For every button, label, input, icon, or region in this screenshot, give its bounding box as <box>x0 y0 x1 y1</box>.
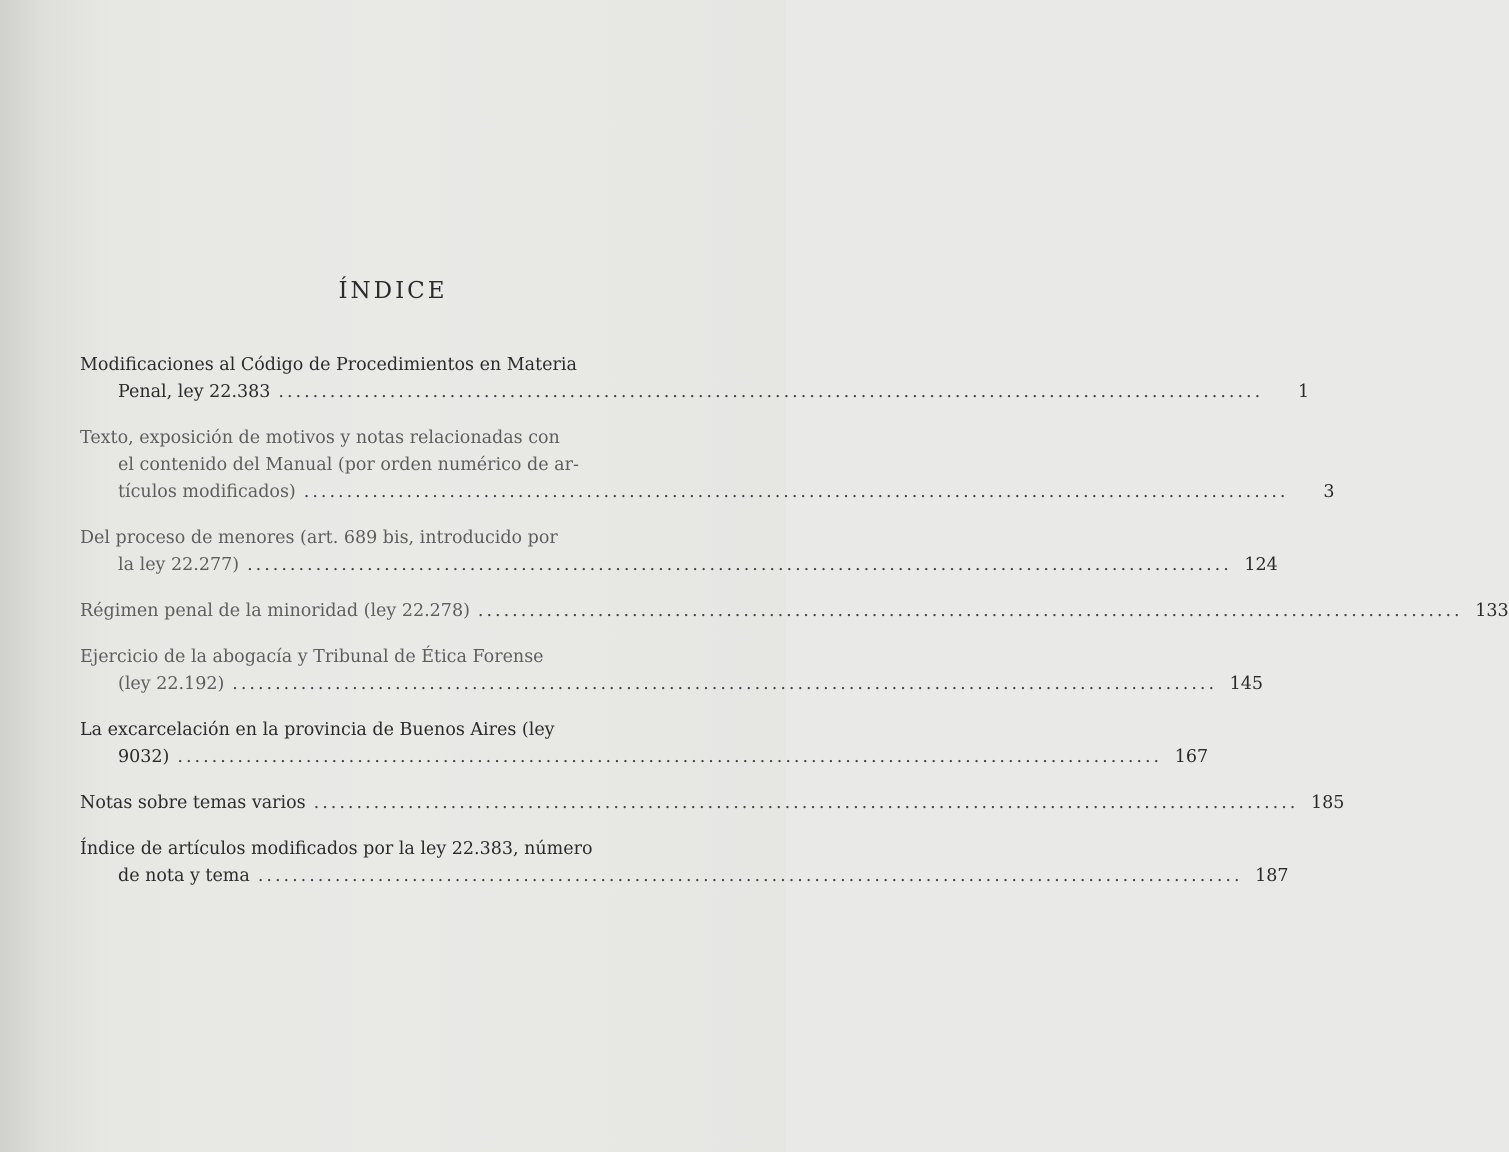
toc-page-number: 1 <box>1298 382 1310 402</box>
toc-entry-line <box>80 425 664 452</box>
dot-leader: ................................................................................................................... <box>313 793 1299 813</box>
dot-leader: ................................................................................................................... <box>257 866 1243 886</box>
toc-entry <box>80 790 1345 817</box>
dot-leader: ................................................................................................................... <box>232 674 1218 694</box>
toc-page-number: 167 <box>1174 747 1209 767</box>
toc-entry <box>80 525 1278 579</box>
toc-page-number: 187 <box>1255 866 1289 886</box>
toc-entry <box>80 717 1209 771</box>
toc-entry <box>80 644 1264 698</box>
toc-entry <box>80 352 1310 406</box>
toc-entry <box>80 425 1335 506</box>
toc-entry-line <box>80 525 664 552</box>
toc-entry-last-line <box>80 863 1289 890</box>
dot-leader: ................................................................................................................... <box>177 747 1163 767</box>
toc-page-number: 145 <box>1229 674 1264 694</box>
toc-entry-line <box>80 644 664 671</box>
toc-entry-text: 9032) <box>118 747 170 767</box>
toc-entry-text: Texto, exposición de motivos y notas relacionadas con <box>80 428 560 448</box>
toc-entry-text: Índice de artículos modificados por la ley 22.383, número <box>80 839 593 859</box>
toc-entry-text: Notas sobre temas varios <box>80 793 306 813</box>
table-of-contents <box>80 352 1509 909</box>
toc-entry-text: Del proceso de menores (art. 689 bis, introducido por <box>80 528 558 548</box>
toc-entry-text: Ejercicio de la abogacía y Tribunal de Ética Forense <box>80 647 544 667</box>
toc-entry-line <box>80 717 664 744</box>
toc-entry-last-line <box>80 790 1345 817</box>
toc-entry-last-line <box>80 552 1278 579</box>
toc-entry-text: la ley 22.277) <box>118 555 240 575</box>
page-title: ÍNDICE <box>338 278 448 304</box>
dot-leader: ................................................................................................................... <box>247 555 1232 575</box>
toc-entry-last-line <box>80 479 1335 506</box>
toc-entry-text: el contenido del Manual (por orden numérico de ar- <box>118 455 579 475</box>
toc-page-number: 3 <box>1323 482 1335 502</box>
dot-leader: ................................................................................................................... <box>477 601 1463 621</box>
dot-leader: ................................................................................................................... <box>278 382 1264 402</box>
toc-entry <box>80 598 1509 625</box>
toc-entry-text: Régimen penal de la minoridad (ley 22.278) <box>80 601 470 621</box>
toc-page-number: 185 <box>1310 793 1345 813</box>
toc-entry-text: Penal, ley 22.383 <box>118 382 271 402</box>
toc-entry-line <box>80 452 722 479</box>
toc-entry-last-line <box>80 744 1209 771</box>
toc-entry-line <box>80 836 664 863</box>
dot-leader: ................................................................................................................... <box>303 482 1289 502</box>
toc-page-number: 133 <box>1475 601 1509 621</box>
toc-entry-line <box>80 352 664 379</box>
toc-entry-last-line <box>80 598 1509 625</box>
toc-entry <box>80 836 1289 890</box>
toc-entry-last-line <box>80 379 1310 406</box>
toc-entry-text: (ley 22.192) <box>118 674 225 694</box>
toc-entry-text: La excarcelación en la provincia de Buenos Aires (ley <box>80 720 555 740</box>
toc-entry-last-line <box>80 671 1264 698</box>
toc-entry-text: tículos modificados) <box>118 482 296 502</box>
toc-page-number: 124 <box>1244 555 1278 575</box>
toc-entry-text: Modificaciones al Código de Procedimientos en Materia <box>80 355 577 375</box>
toc-entry-text: de nota y tema <box>118 866 250 886</box>
